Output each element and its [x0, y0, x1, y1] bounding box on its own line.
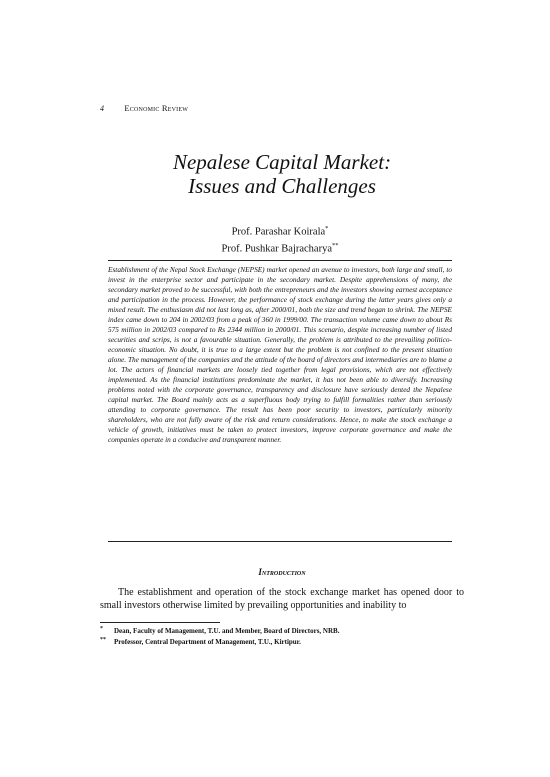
page-number: 4	[100, 104, 105, 113]
footnote-text: Professor, Central Department of Management, T.U., Kirtipur.	[114, 638, 301, 646]
author-name: Prof. Pushkar Bajracharya	[221, 243, 332, 254]
footnote-1	[100, 626, 464, 636]
abstract-top-rule	[108, 260, 452, 261]
body-paragraph: The establishment and operation of the stock exchange market has opened door to small investors otherwise limited by prevailing opportunities and inability to	[100, 587, 464, 611]
author-block	[200, 222, 360, 255]
footnotes	[100, 626, 464, 648]
title-line-1: Nepalese Capital Market:	[172, 150, 392, 174]
author-1	[200, 222, 360, 239]
article-title	[100, 150, 464, 198]
author-name: Prof. Parashar Koirala	[231, 226, 326, 238]
running-header	[100, 103, 188, 113]
author-2	[200, 239, 360, 256]
journal-title: Economic Review	[124, 103, 189, 113]
author-footnote-mark: *	[325, 225, 329, 232]
abstract-bottom-rule	[108, 541, 452, 542]
footnote-mark: **	[100, 637, 106, 643]
abstract: Establishment of the Nepal Stock Exchange (NEPSE) market opened an avenue to investors, both large and small, to invest in the enterprise sector and participate in the secondary market. Despite apprehensions of many, the secondary market proved to be successful, with both the entrepreneurs and the investors showing earnest acceptance and participation in the process. However, the performance of stock exchange during the latter years gives only a mixed result. The enthusiasm did not last long as, after 2000/01, both the size and trend began to shrink. The NEPSE index came down to 204 in 2002/03 from a peak of 360 in 1999/00. The transaction volume came down to about Rs 575 million in 2002/03 compared to Rs 2344 million in 2000/01. This scenario, despite increasing number of listed securities and scrips, is not a favourable situation. Generally, the problem is attributed to the prevailing politico- economic situation. No doubt, it is true to a large extent but the problem is not confined to the present situation alone. The management of the companies and the attitude of the board of directors and intermediaries are to blame a lot. The actors of financial markets are loosely tied together from legal provisions, which are not effectively implemented. As the financial institutions predominate the market, it has not been able to diversify. Increasing problems noted with the corporate governance, transparency and disclosure have seriously dented the Nepalese capital market. The Board mainly acts as a superfluous body trying to fulfill formalities rather than seriously attending to corporate governance. The result has been poor security to investors, particularly minority shareholders, who are not fully aware of the risk and return considerations. Hence, to make the stock exchange a vehicle of growth, initiatives must be taken to protect investors, improve corporate governance and make the companies operate in a conducive and transparent manner.	[108, 265, 452, 444]
footnote-2	[100, 637, 464, 647]
footnote-mark: *	[100, 626, 103, 632]
section-heading: Introduction	[258, 567, 306, 577]
author-footnote-mark: **	[332, 241, 339, 249]
footnote-text: Dean, Faculty of Management, T.U. and Member, Board of Directors, NRB.	[114, 627, 340, 635]
footnote-divider	[100, 622, 220, 623]
title-line-2: Issues and Challenges	[188, 174, 376, 198]
